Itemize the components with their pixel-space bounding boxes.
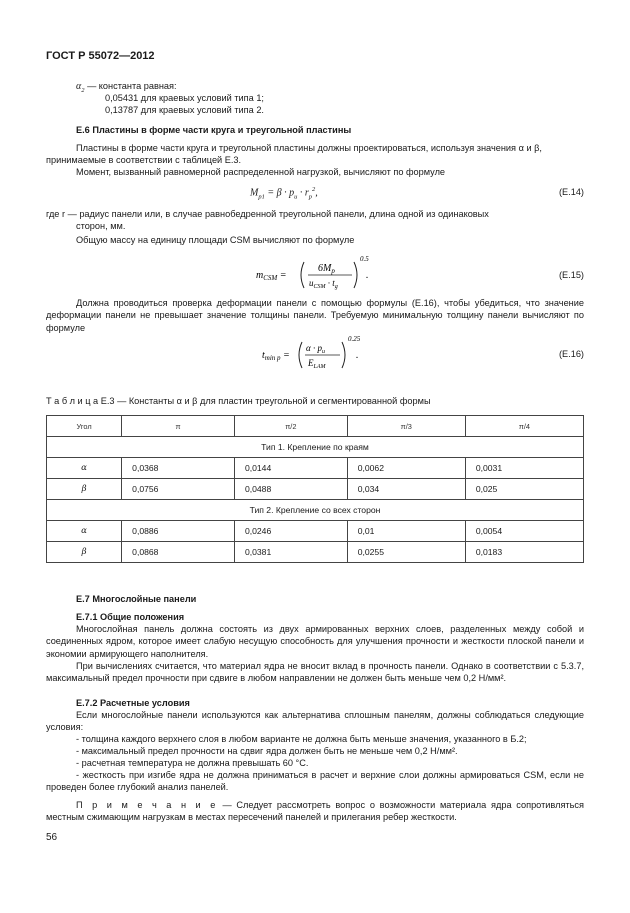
formula-e16-number: (Е.16) <box>558 349 584 359</box>
svg-text:.: . <box>366 270 369 281</box>
svg-text:α · pu: $\alpha \cdot p_u$ <box>306 343 325 355</box>
table-cell: 0,0255 <box>347 542 465 563</box>
e6-paragraph-1a: Пластины в форме части круга и треугольной пластины должны проектироваться, используя значения α и β, <box>76 143 542 153</box>
section-e6-heading: Е.6 Пластины в форме части круга и треугольной пластины <box>76 125 352 135</box>
table-header-cell: π/4 <box>465 416 583 437</box>
table-row <box>47 521 584 542</box>
table-group-type2: Тип 2. Крепление со всех сторон <box>47 500 584 521</box>
alpha2-text: — константа равная: <box>87 81 177 91</box>
table-header-cell: Угол <box>47 416 122 437</box>
table-cell: β <box>47 542 122 563</box>
table-caption-prefix: Т а б л и ц а <box>46 396 99 406</box>
e72-item-3: - расчетная температура не должна превышать 60 °С. <box>76 758 309 768</box>
table-cell: 0,0868 <box>122 542 235 563</box>
note-prefix: П р и м е ч а н и е <box>76 800 218 810</box>
constants-table <box>46 415 584 563</box>
e72-paragraph: Если многослойные панели используются как альтернатива сплошным панелям, должны соблюдаться следующие условия: <box>46 710 584 733</box>
formula-e14-number: (Е.14) <box>558 187 584 197</box>
alpha2-definition: $\alpha_2$ — константа равная: <box>76 81 177 94</box>
alpha2-value-2: 0,13787 для краевых условий типа 2. <box>105 105 264 115</box>
table-cell: 0,0183 <box>465 542 583 563</box>
table-row <box>47 542 584 563</box>
e72-item-4: - жесткость при изгибе ядра не должна приниматься в расчет и верхние слои должны армироваться CSM, если не проведен более глубокий анализ панелей. <box>46 770 584 793</box>
table-cell: 0,0062 <box>347 458 465 479</box>
svg-text:6Mp: $6M_p$ <box>318 263 335 275</box>
e72-item-2: - максимальный предел прочности на сдвиг ядра должен быть не меньше чем 0,2 Н/мм². <box>76 746 458 756</box>
svg-text:tmin p =: $t_{min p}$ = <box>262 350 290 362</box>
svg-text:.: . <box>356 350 359 361</box>
section-e7-heading: Е.7 Многослойные панели <box>76 594 197 604</box>
table-cell: α <box>47 458 122 479</box>
e6-paragraph-2: Момент, вызванный равномерной распределенной нагрузкой, вычисляют по формуле <box>76 167 446 177</box>
table-cell: 0,01 <box>347 521 465 542</box>
alpha2-value-1: 0,05431 для краевых условий типа 1; <box>105 93 264 103</box>
svg-text:mCSM =: $m_{CSM}$ = <box>256 270 287 282</box>
e6-paragraph-1b: принимаемые в соответствии с таблицей Е.3. <box>46 155 242 165</box>
table-cell: 0,0886 <box>122 521 235 542</box>
table-header-cell: π/2 <box>234 416 347 437</box>
formula-e16 <box>262 335 372 372</box>
table-cell: 0,0488 <box>234 479 347 500</box>
note <box>46 799 584 824</box>
page-header: ГОСТ Р 55072—2012 <box>46 50 155 62</box>
table-group-row <box>47 437 584 458</box>
table-cell: 0,0144 <box>234 458 347 479</box>
e71-paragraph-1: Многослойная панель должна состоять из двух армированных верхних слоев, разделенных между собой и соединенных ядром, которое имеет слабую несущую способность для улучшения прочности и жесткости плоской панели и экономии армирующего наполнителя. <box>46 624 584 659</box>
table-cell: β <box>47 479 122 500</box>
table-cell: 0,0031 <box>465 458 583 479</box>
table-cell: 0,0756 <box>122 479 235 500</box>
table-caption-text: Е.3 — Константы α и β для пластин треугольной и сегментированной формы <box>100 396 431 406</box>
table-caption <box>46 395 431 407</box>
e72-item-1: - толщина каждого верхнего слоя в любом варианте не должна быть меньше значения, указанного в Б.2; <box>76 734 527 744</box>
table-cell: 0,0246 <box>234 521 347 542</box>
table-group-row <box>47 500 584 521</box>
table-group-type1: Тип 1. Крепление по краям <box>47 437 584 458</box>
section-e71-heading: Е.7.1 Общие положения <box>76 612 185 622</box>
note-text: — Следует рассмотреть вопрос о возможности материала ядра сопротивляться местным сжимающим нагрузкам в местах пересечений панелей и прилегания ребер жесткости. <box>46 800 584 823</box>
table-row <box>47 458 584 479</box>
table-cell: 0,0368 <box>122 458 235 479</box>
table-header-cell: π <box>122 416 235 437</box>
table-header-cell: π/3 <box>347 416 465 437</box>
table-cell: 0,025 <box>465 479 583 500</box>
page-number: 56 <box>46 832 58 843</box>
e6-where-line-b: сторон, мм. <box>76 221 126 231</box>
formula-e15-number: (Е.15) <box>558 270 584 280</box>
svg-text:0.25: 0.25 <box>348 335 361 343</box>
table-cell: α <box>47 521 122 542</box>
svg-text:ELAM: $E_{LAM}$ <box>308 358 326 370</box>
e6-paragraph-4: Должна проводиться проверка деформации панели с помощью формулы (Е.16), чтобы убедиться, что значение деформации панели не превышает значение толщины панели. Требуемую минимальную толщину панели вычисляют по формуле <box>46 298 584 333</box>
formula-e14: $M_{p1} = \beta \cdot p_u \cdot r_p^2$, <box>250 186 318 201</box>
e71-paragraph-2: При вычислениях считается, что материал ядра не вносит вклад в прочность панели. Однако в соответствии с 5.3.7, максимальный предел прочности при сдвиге в любом направлении не должен быть меньше чем 0,2 Н/мм². <box>46 661 584 684</box>
formula-e15 <box>256 255 376 292</box>
e6-where-line-a: где r — радиус панели или, в случае равнобедренной треугольной панели, длина одной из одинаковых <box>46 209 489 219</box>
table-row <box>47 479 584 500</box>
svg-text:uCSM · tg: $u_{CSM} \cdot t_g$ <box>309 278 338 290</box>
table-cell: 0,0381 <box>234 542 347 563</box>
section-e72-heading: Е.7.2 Расчетные условия <box>76 698 190 708</box>
table-cell: 0,034 <box>347 479 465 500</box>
table-cell: 0,0054 <box>465 521 583 542</box>
e6-paragraph-3: Общую массу на единицу площади CSM вычисляют по формуле <box>76 235 355 245</box>
table-header-row <box>47 416 584 437</box>
svg-text:0.5: 0.5 <box>360 255 369 263</box>
